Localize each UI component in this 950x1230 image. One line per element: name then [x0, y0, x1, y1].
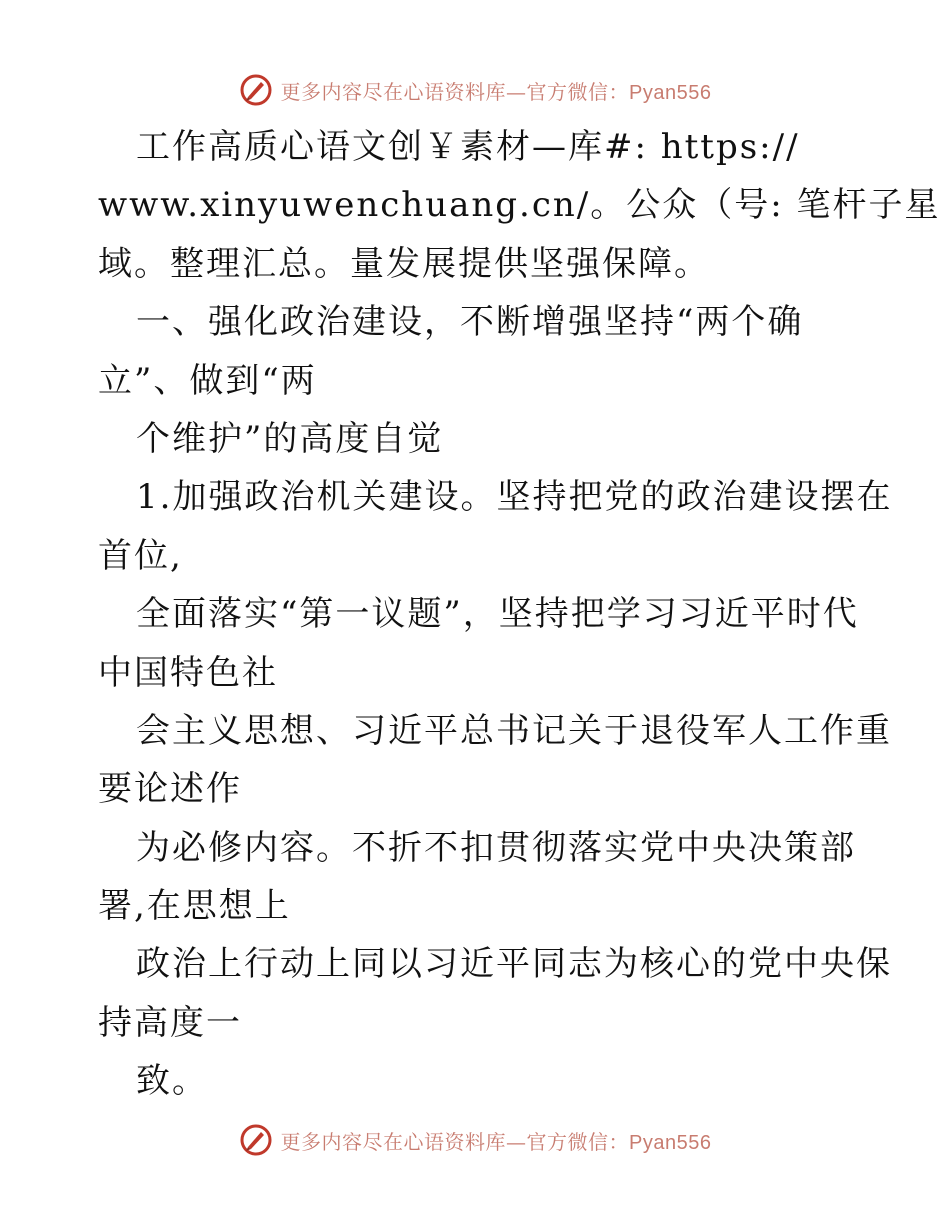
text-line: 会主义思想、习近平总书记关于退役军人工作重 [136, 710, 892, 751]
text-line: 全面落实“第一议题”，坚持把学习习近平时代 [136, 594, 859, 635]
pen-seal-icon [239, 1123, 273, 1157]
watermark-banner-bottom [0, 1120, 950, 1160]
text-line: 工作高质心语文创￥素材—库#: https:// [136, 127, 800, 167]
watermark-text: 更多内容尽在心语资料库—官方微信：Pyan556 [280, 1129, 712, 1154]
text-line: www.xinyuwenchuang.cn/。公众（号: 笔杆子星 [98, 185, 941, 226]
text-line: 首位, [98, 535, 183, 576]
text-line: 1.加强政治机关建设。坚持把党的政治建设摆在 [136, 477, 893, 518]
watermark-banner-top [0, 70, 950, 110]
pen-seal-icon [239, 73, 273, 107]
section-heading: 个维护”的高度自觉 [136, 418, 444, 459]
text-line: 署,在思想上 [98, 886, 291, 927]
watermark-text: 更多内容尽在心语资料库—官方微信：Pyan556 [280, 79, 712, 104]
text-line: 为必修内容。不折不扣贯彻落实党中央决策部 [136, 827, 856, 868]
text-line: 要论述作 [98, 769, 242, 810]
text-line: 致。 [136, 1061, 208, 1102]
text-line: 中国特色社 [98, 652, 278, 693]
text-line: 域。整理汇总。量发展提供坚强保障。 [98, 243, 710, 284]
text-line: 持高度一 [98, 1002, 242, 1043]
section-heading: 立”、做到“两 [98, 360, 317, 401]
text-line: 政治上行动上同以习近平同志为核心的党中央保 [136, 944, 892, 985]
body-text [98, 118, 941, 1111]
section-heading: 一、强化政治建设，不断增强坚持“两个确 [136, 302, 804, 343]
